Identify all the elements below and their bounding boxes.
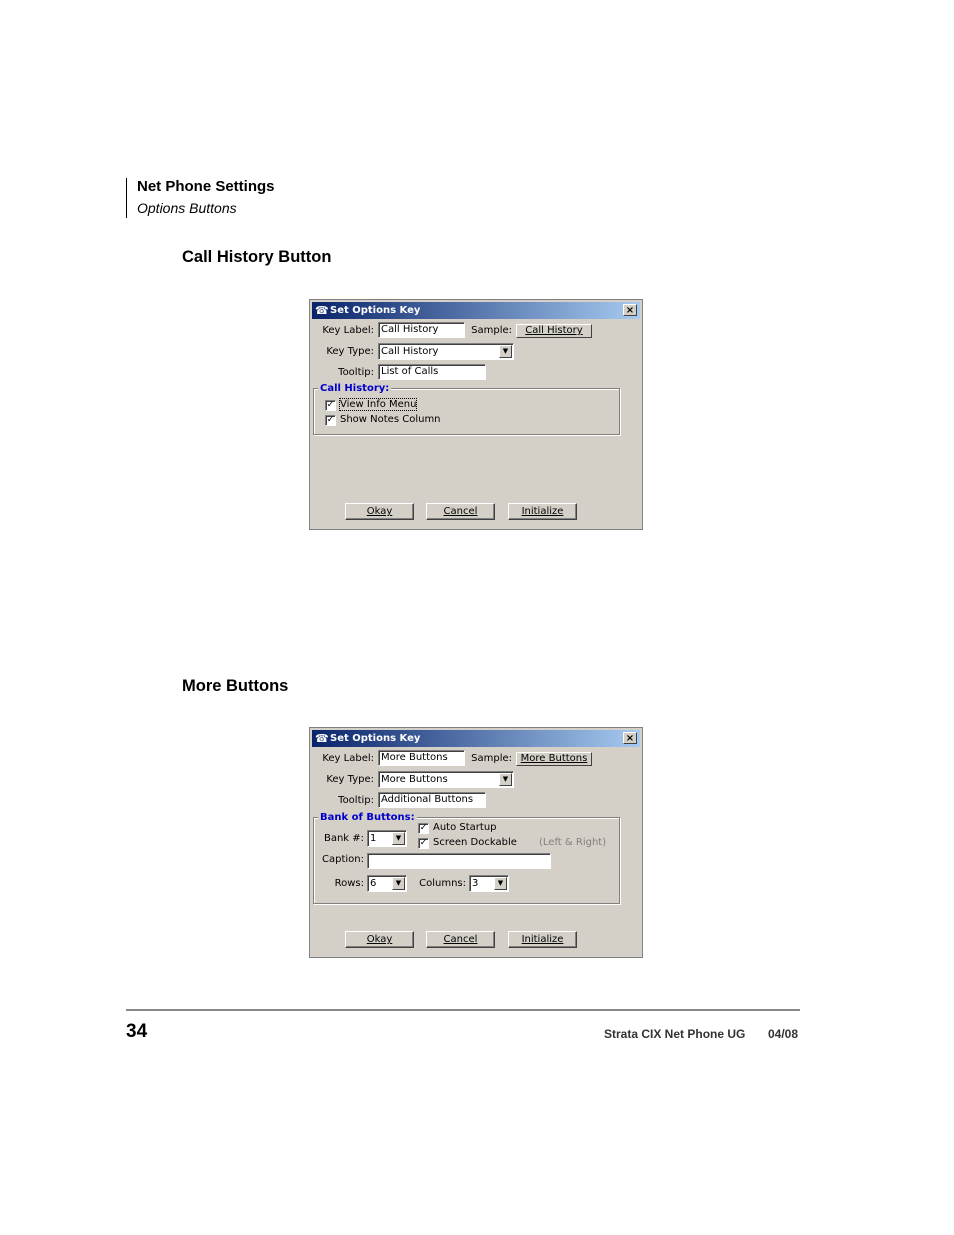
bank-select[interactable] <box>367 830 407 847</box>
rows-select[interactable] <box>367 875 407 892</box>
group-title: Call History: <box>320 383 390 394</box>
cancel-button[interactable]: Cancel <box>426 503 495 520</box>
tooltip-input[interactable]: Additional Buttons <box>378 792 486 808</box>
tooltip-label: Tooltip: <box>338 795 374 806</box>
show-notes-column-checkbox[interactable]: ✓ <box>326 415 335 425</box>
header-rule <box>126 178 127 218</box>
chevron-down-icon[interactable]: ▼ <box>392 832 405 845</box>
phone-icon: ☎ <box>315 732 329 745</box>
key-type-label: Key Type: <box>326 346 374 357</box>
section-title-call-history: Call History Button <box>182 248 332 266</box>
screen-dockable-label: Screen Dockable <box>433 837 517 848</box>
bank-value: 1 <box>370 833 377 844</box>
rows-value: 6 <box>370 878 377 889</box>
tooltip-label: Tooltip: <box>338 367 374 378</box>
chevron-down-icon[interactable]: ▼ <box>494 877 507 890</box>
sample-button[interactable]: Call History <box>516 324 592 338</box>
initialize-button[interactable]: Initialize <box>508 503 577 520</box>
sample-button[interactable]: More Buttons <box>516 752 592 766</box>
close-icon[interactable]: × <box>623 304 637 316</box>
auto-startup-checkbox[interactable]: ✓ <box>419 823 428 833</box>
phone-icon: ☎ <box>315 304 329 317</box>
view-info-menu-checkbox[interactable]: ✓ <box>326 400 335 410</box>
group-title: Bank of Buttons: <box>320 812 415 823</box>
key-label-label: Key Label: <box>322 325 374 336</box>
key-type-value: More Buttons <box>381 774 448 785</box>
key-type-select[interactable] <box>378 771 514 788</box>
chapter-title: Net Phone Settings <box>137 178 275 195</box>
call-history-group <box>313 388 620 435</box>
columns-select[interactable] <box>469 875 509 892</box>
footer-doc-title: Strata CIX Net Phone UG <box>604 1027 746 1041</box>
dialog-titlebar[interactable] <box>312 302 640 319</box>
key-label-label: Key Label: <box>322 753 374 764</box>
auto-startup-label: Auto Startup <box>433 822 497 833</box>
set-options-dialog-more-buttons <box>309 727 643 958</box>
caption-input[interactable] <box>367 853 551 869</box>
dock-hint: (Left & Right) <box>539 837 607 848</box>
view-info-menu-label: View Info Menu <box>340 399 417 410</box>
bank-label: Bank #: <box>323 833 364 844</box>
key-type-value: Call History <box>381 346 439 357</box>
footer-date: 04/08 <box>768 1027 799 1041</box>
set-options-dialog-call-history <box>309 299 643 530</box>
key-type-select[interactable] <box>378 343 514 360</box>
okay-button[interactable]: Okay <box>345 503 414 520</box>
page-number: 34 <box>126 1021 148 1042</box>
sample-label: Sample: <box>471 325 512 336</box>
show-notes-column-label: Show Notes Column <box>340 414 441 425</box>
initialize-button[interactable]: Initialize <box>508 931 577 948</box>
key-type-label: Key Type: <box>326 774 374 785</box>
section-title-more-buttons: More Buttons <box>182 677 289 695</box>
rows-label: Rows: <box>334 878 364 889</box>
chevron-down-icon[interactable]: ▼ <box>499 345 512 358</box>
columns-value: 3 <box>472 878 479 889</box>
dialog-title: Set Options Key <box>330 305 421 316</box>
key-label-input[interactable]: Call History <box>378 322 465 338</box>
sample-label: Sample: <box>471 753 512 764</box>
cancel-button[interactable]: Cancel <box>426 931 495 948</box>
columns-label: Columns: <box>419 878 466 889</box>
caption-label: Caption: <box>322 854 364 865</box>
key-label-input[interactable]: More Buttons <box>378 750 465 766</box>
tooltip-input[interactable]: List of Calls <box>378 364 486 380</box>
dialog-title: Set Options Key <box>330 733 421 744</box>
dialog-titlebar[interactable] <box>312 730 640 747</box>
okay-button[interactable]: Okay <box>345 931 414 948</box>
screen-dockable-checkbox[interactable]: ✓ <box>419 838 428 848</box>
chevron-down-icon[interactable]: ▼ <box>499 773 512 786</box>
chevron-down-icon[interactable]: ▼ <box>392 877 405 890</box>
subsection-title: Options Buttons <box>137 200 237 216</box>
footer-rule <box>126 1009 800 1011</box>
close-icon[interactable]: × <box>623 732 637 744</box>
